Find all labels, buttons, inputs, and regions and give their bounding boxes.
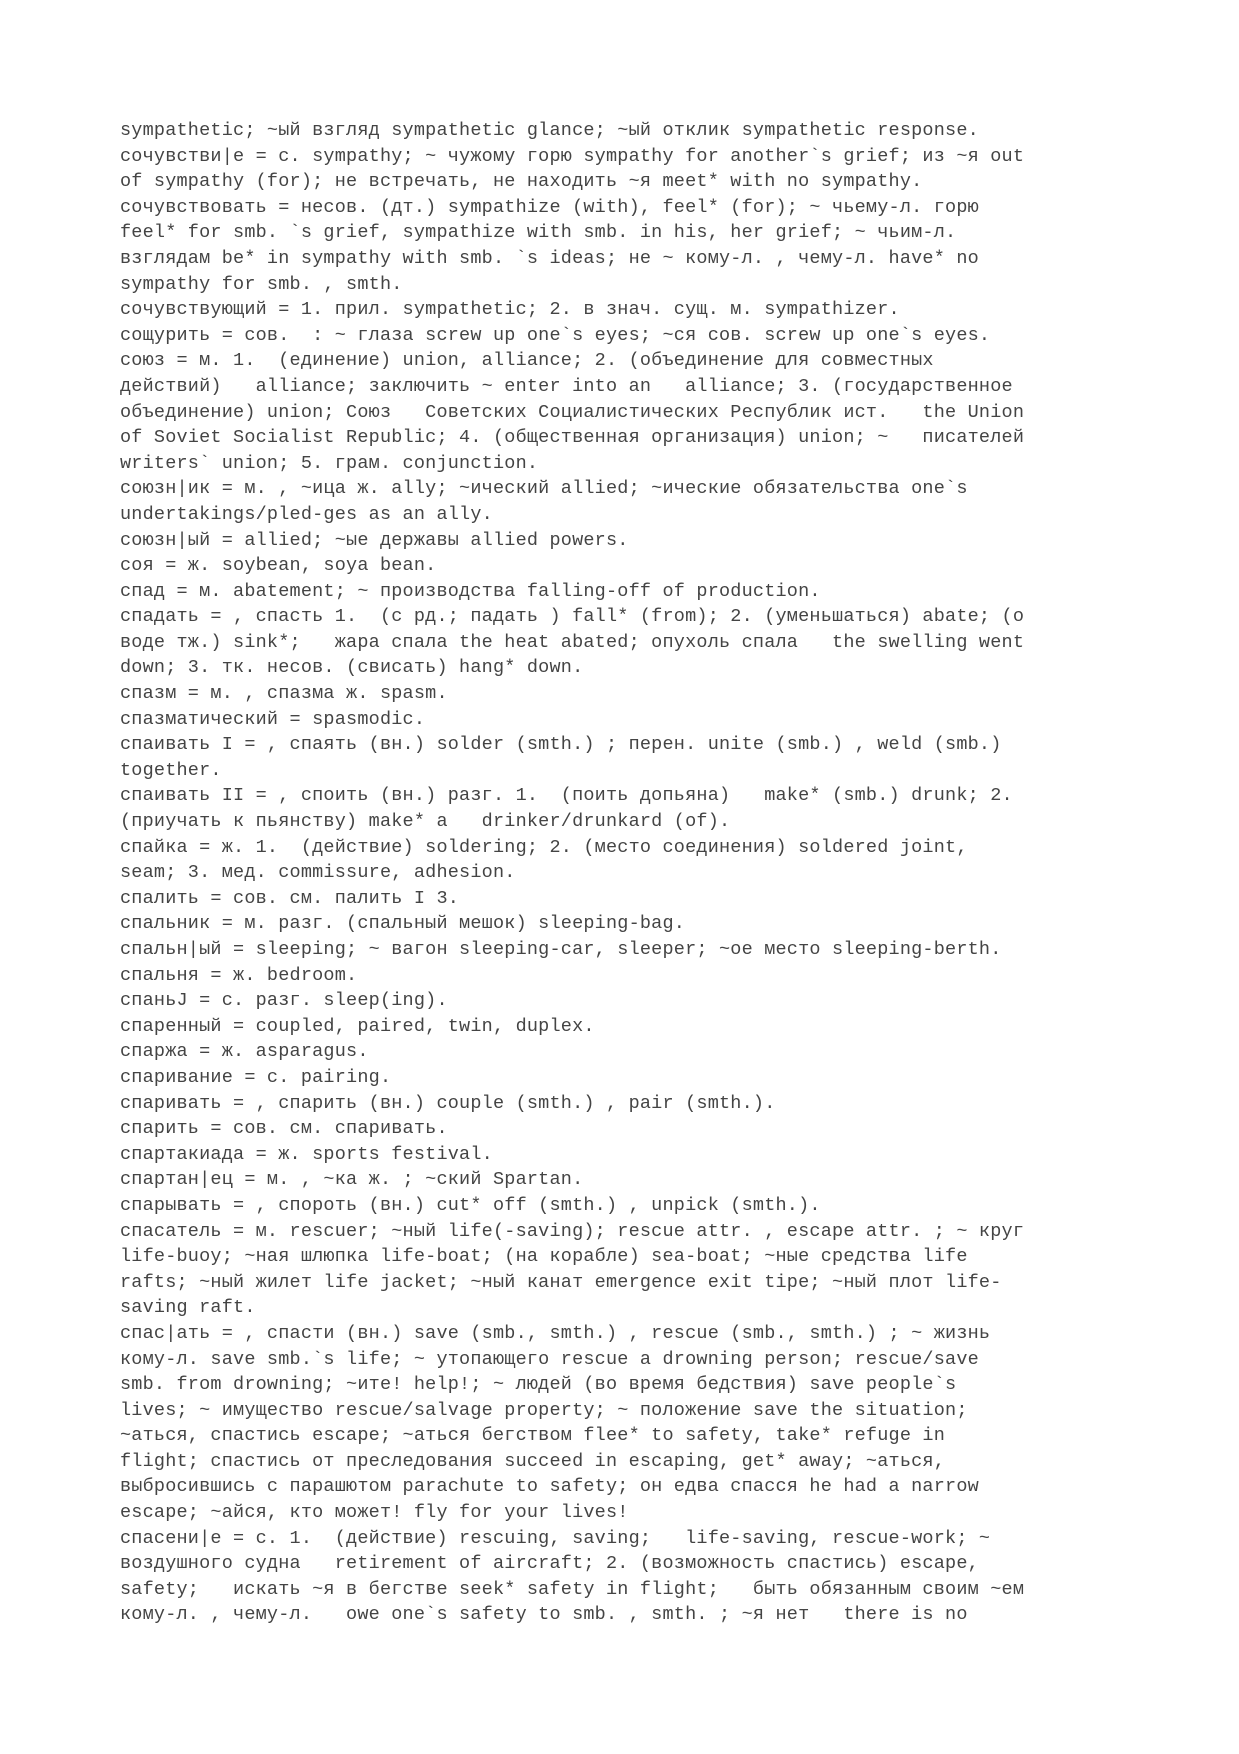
text-line: спазматический = spasmodic. — [120, 708, 426, 730]
text-line: выбросившись с парашютом parachute to safety; он едва спасся he had a narrow — [120, 1476, 979, 1498]
text-line: ~аться, спастись escape; ~аться бегством flee* to safety, take* refuge in — [120, 1425, 946, 1447]
text-line: объединение) union; Союз Советских Социалистических Республик ист. the Union — [120, 401, 1025, 423]
text-line: спальн|ый = sleeping; ~ вагон sleeping-car, sleeper; ~ое место sleeping-berth. — [120, 939, 1002, 960]
text-line: lives; ~ имущество rescue/salvage property; ~ положение save the situation; — [120, 1399, 968, 1421]
text-line: of Soviet Socialist Republic; 4. (общественная организация) union; ~ писателей — [120, 427, 1025, 449]
text-line: of sympathy (for); не встречать, не находить ~я meet* with no sympathy. — [120, 171, 923, 193]
text-line: спайка = ж. 1. (действие) soldering; 2. (место соединения) soldered joint, — [120, 836, 968, 858]
text-line: сочувствующий = 1. прил. sympathetic; 2. в знач. сущ. м. sympathizer. — [120, 299, 900, 321]
text-line: спартан|ец = м. , ~ка ж. ; ~ский Spartan. — [120, 1169, 584, 1191]
text-line: сощурить = сов. : ~ глаза screw up one`s eyes; ~ся сов. screw up one`s eyes. — [120, 324, 991, 346]
text-line: спас|ать = , спасти (вн.) save (smb., smth.) , rescue (smb., smth.) ; ~ жизнь — [120, 1322, 991, 1344]
text-line: спаивать I = , спаять (вн.) solder (smth.) ; перен. unite (smb.) , weld (smb.) — [120, 734, 1002, 756]
text-line: escape; ~айся, кто может! fly for your lives! — [120, 1502, 629, 1524]
text-line: спадать = , спасть 1. (с рд.; падать ) fall* (from); 2. (уменьшаться) abate; (о — [120, 606, 1025, 628]
text-line: writers` union; 5. грам. conjunction. — [120, 452, 539, 474]
text-line: спальня = ж. bedroom. — [120, 964, 358, 986]
text-line: воде тж.) sink*; жара спала the heat abated; опухоль спала the swelling went — [120, 631, 1025, 653]
text-line: спаржа = ж. asparagus. — [120, 1041, 369, 1063]
text-line: соя = ж. soybean, soya bean. — [120, 555, 437, 577]
text-line: down; 3. тк. несов. (свисать) hang* down. — [120, 657, 584, 679]
text-line: спальник = м. разг. (спальный мешок) sleeping-bag. — [120, 913, 686, 935]
text-line: спартакиада = ж. sports festival. — [120, 1143, 493, 1165]
text-line: together. — [120, 759, 222, 781]
text-line: спасатель = м. rescuer; ~ный life(-saving); rescue attr. , escape attr. ; ~ круг — [120, 1220, 1025, 1242]
text-line: союзн|ый = allied; ~ые державы allied powers. — [120, 529, 629, 551]
text-line: сочувстви|е = с. sympathy; ~ чужому горю sympathy for another`s grief; из ~я out — [120, 145, 1025, 167]
text-line: saving raft. — [120, 1297, 256, 1319]
text-line: safety; искать ~я в бегстве seek* safety in flight; быть обязанным своим ~ем — [120, 1578, 1025, 1600]
text-line: smb. from drowning; ~ите! help!; ~ людей (во время бедствия) save people`s — [120, 1374, 957, 1396]
text-line: спарывать = , спороть (вн.) cut* off (smth.) , unpick (smth.). — [120, 1194, 821, 1216]
text-line: flight; спастись от преследования succeed in escaping, get* away; ~аться, — [120, 1450, 946, 1472]
text-line: seam; 3. мед. commissure, adhesion. — [120, 862, 516, 884]
text-line: сочувствовать = несов. (дт.) sympathize (with), feel* (for); ~ чьему-л. горю — [120, 196, 979, 218]
text-line: союзн|ик = м. , ~ица ж. ally; ~ический allied; ~ические обязательства one`s — [120, 478, 968, 500]
text-line: спаньJ = с. разг. sleep(ing). — [120, 990, 448, 1012]
text-line: спарить = сов. см. спаривать. — [120, 1118, 448, 1140]
text-line: взглядам be* in sympathy with smb. `s ideas; не ~ кому-л. , чему-л. have* no — [120, 247, 979, 269]
text-line: спаивать II = , споить (вн.) разг. 1. (поить допьяна) make* (smb.) drunk; 2. — [120, 785, 1013, 807]
text-line: воздушного судна retirement of aircraft; 2. (возможность спастись) escape, — [120, 1553, 979, 1575]
text-line: спаренный = coupled, paired, twin, duplex. — [120, 1015, 595, 1037]
text-line: спасени|е = с. 1. (действие) rescuing, saving; life-saving, rescue-work; ~ — [120, 1527, 991, 1549]
text-line: sympathetic; ~ый взгляд sympathetic glance; ~ый отклик sympathetic response. — [120, 120, 979, 141]
text-line: спаривать = , спарить (вн.) couple (smth.) , pair (smth.). — [120, 1092, 776, 1114]
text-line: спаривание = с. pairing. — [120, 1066, 392, 1088]
dictionary-text — [120, 118, 1130, 1628]
text-line: спалить = сов. см. палить I 3. — [120, 887, 460, 909]
text-line: кому-л. save smb.`s life; ~ утопающего rescue a drowning person; rescue/save — [120, 1348, 979, 1370]
text-line: действий) alliance; заключить ~ enter into an alliance; 3. (государственное — [120, 375, 1013, 397]
text-line: кому-л. , чему-л. owe one`s safety to smb. , smth. ; ~я нет there is no — [120, 1604, 968, 1626]
text-line: спазм = м. , спазма ж. spasm. — [120, 683, 448, 705]
text-line: feel* for smb. `s grief, sympathize with smb. in his, her grief; ~ чьим-л. — [120, 222, 957, 244]
text-line: спад = м. abatement; ~ производства falling-off of production. — [120, 580, 821, 602]
text-line: союз = м. 1. (единение) union, alliance; 2. (объединение для совместных — [120, 350, 934, 372]
text-line: undertakings/pled-ges as an ally. — [120, 503, 493, 525]
text-line: sympathy for smb. , smth. — [120, 273, 403, 295]
text-line: life-buoy; ~ная шлюпка life-boat; (на корабле) sea-boat; ~ные средства life — [120, 1246, 968, 1268]
text-line: (приучать к пьянству) make* a drinker/drunkard (of). — [120, 811, 731, 833]
text-line: rafts; ~ный жилет life jacket; ~ный канат emergence exit tipe; ~ный плот life- — [120, 1271, 1002, 1293]
